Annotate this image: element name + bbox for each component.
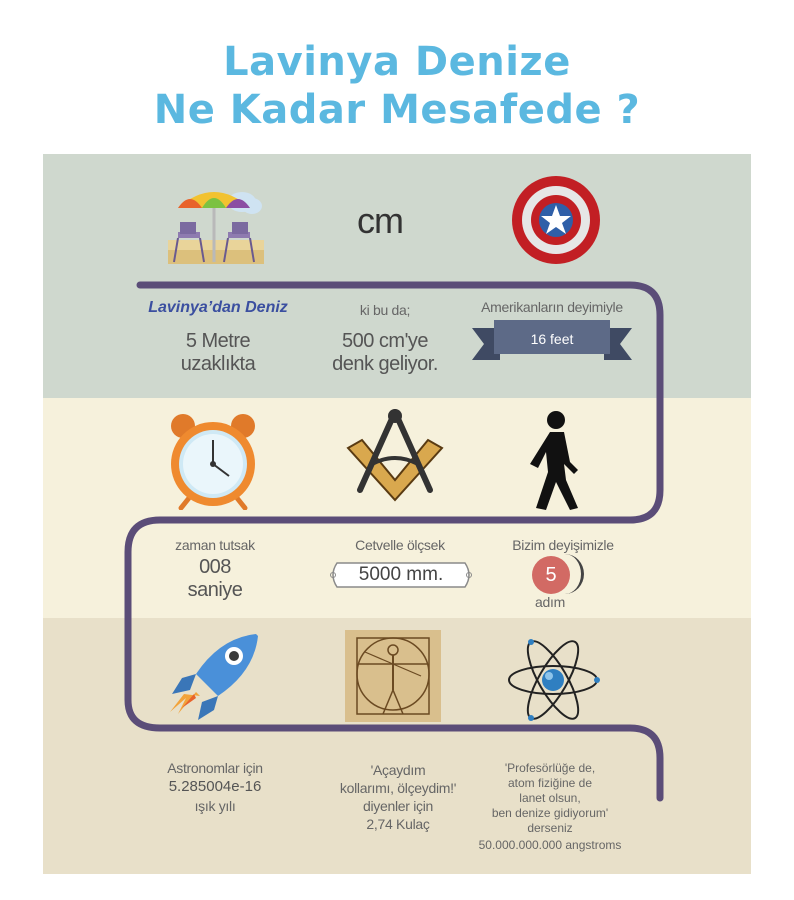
walking-person-icon <box>520 410 590 510</box>
row3-col1-line-3: ışık yılı <box>194 798 236 814</box>
row3-col2-line-2: kollarımı, ölçeydim!' <box>339 780 457 796</box>
row3-col3-line-2: atom fiziğine de <box>507 776 593 790</box>
row1-col3-heading: Amerikanların deyimiyle <box>481 299 623 315</box>
row1-col1-value-2: uzaklıkta <box>180 353 256 375</box>
row2-col3-heading: Bizim deyişimizle <box>512 537 614 553</box>
atom-icon <box>505 634 601 726</box>
row3-col3-line-3: lanet olsun, <box>519 791 581 805</box>
alarm-clock-icon <box>165 410 261 510</box>
row2-col2-heading: Cetvelle ölçsek <box>355 537 445 553</box>
row1-col2-heading: ki bu da; <box>359 302 411 318</box>
row3-col1-line-1: Astronomlar için <box>167 760 263 776</box>
row2-col1-value-2: saniye <box>187 579 243 601</box>
plate-label: 5000 mm. <box>358 564 444 585</box>
steps-number: 5 <box>532 556 570 594</box>
row3-col3-line-4: ben denize gidiyorum' <box>491 806 609 820</box>
beach-umbrella-icon <box>160 170 270 270</box>
row1-col1-value-1: 5 Metre <box>185 330 251 352</box>
row3-col2-line-1: 'Açaydım <box>370 762 426 778</box>
row2-col1-heading: zaman tutsak <box>175 537 255 553</box>
row3-col2-line-3: diyenler için <box>362 798 434 814</box>
row2-col1-value-1: 008 <box>199 556 231 578</box>
page-title-line-2: Ne Kadar Mesafede ? <box>153 87 641 133</box>
row1-col1-heading: Lavinya’dan Deniz <box>148 299 288 316</box>
row3-col1-line-2: 5.285004e-16 <box>168 778 262 795</box>
compass-square-icon <box>340 408 450 504</box>
row3-col2-line-4: 2,74 Kulaç <box>366 816 430 832</box>
row3-col3-line-6: 50.000.000.000 angstroms <box>478 838 622 852</box>
row3-col3-line-5: derseniz <box>527 821 573 835</box>
captain-america-shield-icon <box>510 174 602 266</box>
vitruvian-man-icon <box>345 630 441 722</box>
ribbon-label: 16 feet <box>530 331 574 347</box>
row1-col2-value-1: 500 cm'ye <box>341 330 429 352</box>
rocket-icon <box>160 628 270 728</box>
row3-col3-line-1: 'Profesörlüğe de, <box>504 761 596 775</box>
page-title-line-1: Lavinya Denize <box>223 39 571 85</box>
cm-label: cm <box>357 200 403 241</box>
row1-col2-value-2: denk geliyor. <box>332 353 438 375</box>
steps-unit: adım <box>535 594 565 610</box>
